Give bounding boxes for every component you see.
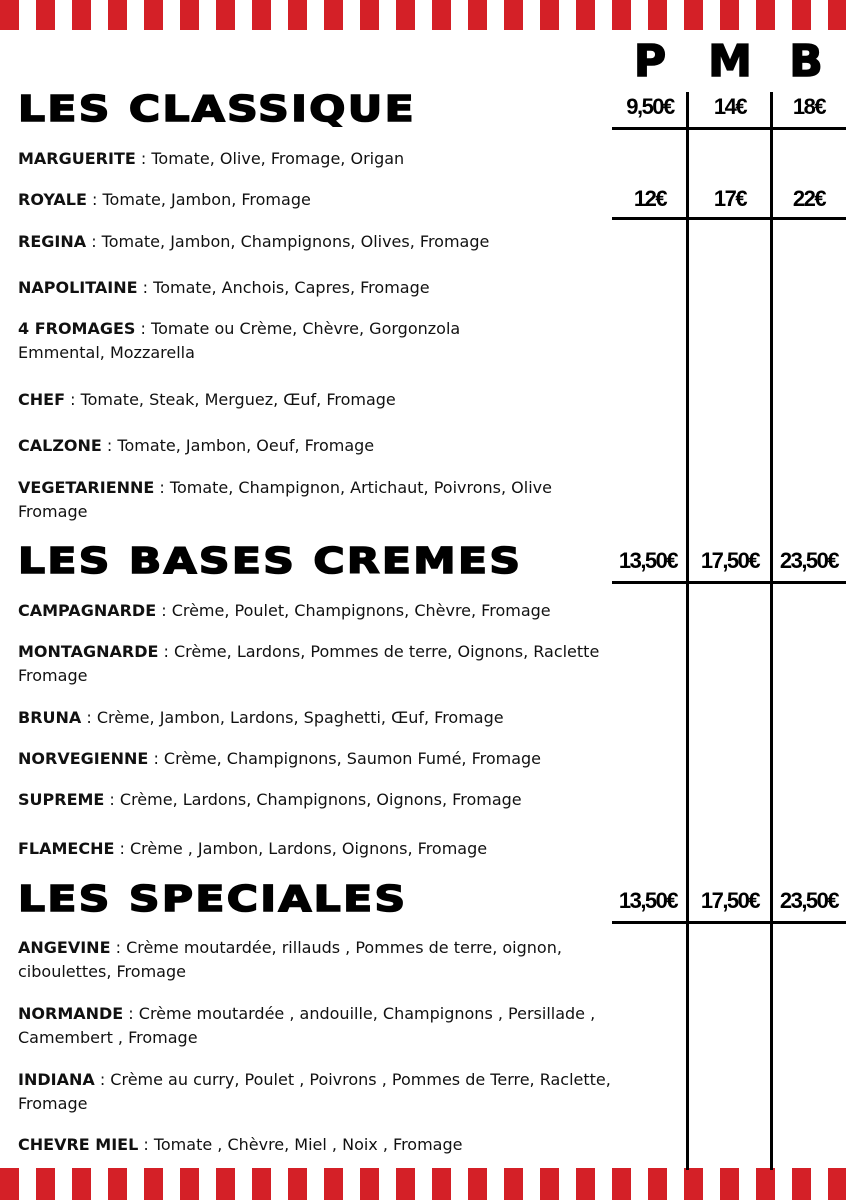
price-speciales-p: 13,50€	[618, 888, 678, 913]
menu-item	[18, 388, 618, 412]
menu-item	[18, 640, 618, 688]
item-name: NORMANDE	[18, 1004, 124, 1023]
item-name: 4 FROMAGES	[18, 319, 136, 338]
item-name: ROYALE	[18, 190, 87, 209]
menu-item	[18, 188, 618, 212]
item-name: CHEVRE MIEL	[18, 1135, 139, 1154]
item-description: : Tomate, Champignon, Artichaut, Poivrons, Olive Fromage	[18, 478, 552, 521]
section-title-speciales: LES SPECIALES	[18, 879, 408, 920]
menu-item	[18, 788, 618, 812]
item-name: REGINA	[18, 232, 87, 251]
menu-item	[18, 837, 618, 861]
item-description: : Tomate, Jambon, Champignons, Olives, Fromage	[86, 232, 490, 251]
item-description: : Tomate , Chèvre, Miel , Noix , Fromage	[138, 1135, 463, 1154]
item-name: NORVEGIENNE	[18, 749, 149, 768]
price-classique-p: 9,50€	[626, 94, 674, 119]
item-description: : Crème, Lardons, Champignons, Oignons, Fromage	[104, 790, 522, 809]
section-title-classique: LES CLASSIQUE	[18, 89, 416, 130]
menu-item	[18, 747, 618, 771]
size-header-m: M	[708, 36, 752, 87]
menu-item	[18, 706, 618, 730]
item-description: : Crème, Poulet, Champignons, Chèvre, Fromage	[156, 601, 551, 620]
price-classique-m: 14€	[713, 94, 747, 119]
column-divider-2	[770, 92, 773, 1170]
item-description: : Crème moutardée , andouille, Champignons , Persillade , Camembert , Fromage	[18, 1004, 596, 1047]
item-description: : Crème , Jambon, Lardons, Oignons, Fromage	[114, 839, 488, 858]
menu-item	[18, 1068, 618, 1116]
price-underline	[612, 217, 846, 220]
price-cremes-m: 17,50€	[700, 548, 760, 573]
item-name: INDIANA	[18, 1070, 95, 1089]
item-description: : Tomate, Steak, Merguez, Œuf, Fromage	[65, 390, 396, 409]
item-name: MONTAGNARDE	[18, 642, 159, 661]
price-cremes-b: 23,50€	[779, 548, 839, 573]
item-description: : Tomate, Anchois, Capres, Fromage	[137, 278, 430, 297]
item-name: CALZONE	[18, 436, 102, 455]
size-header-b: B	[789, 36, 823, 87]
price-underline	[612, 127, 846, 130]
item-name: BRUNA	[18, 708, 82, 727]
price-royale-b: 22€	[792, 186, 826, 211]
item-name: CHEF	[18, 390, 65, 409]
bottom-stripe-border	[0, 1168, 846, 1200]
size-header-p: P	[633, 36, 667, 87]
menu-item	[18, 599, 618, 623]
item-name: ANGEVINE	[18, 938, 111, 957]
item-description: : Crème, Lardons, Pommes de terre, Oignons, Raclette Fromage	[18, 642, 600, 685]
price-royale-m: 17€	[713, 186, 747, 211]
item-description: : Crème moutardée, rillauds , Pommes de terre, oignon, ciboulettes, Fromage	[18, 938, 562, 981]
price-royale-p: 12€	[633, 186, 667, 211]
item-name: FLAMECHE	[18, 839, 115, 858]
top-stripe-border	[0, 0, 846, 30]
price-underline	[612, 921, 846, 924]
menu-item	[18, 434, 618, 458]
item-description: : Crème, Jambon, Lardons, Spaghetti, Œuf, Fromage	[81, 708, 504, 727]
section-title-bases-cremes: LES BASES CREMES	[18, 541, 523, 582]
item-name: VEGETARIENNE	[18, 478, 155, 497]
price-speciales-m: 17,50€	[700, 888, 760, 913]
item-description: : Tomate ou Crème, Chèvre, Gorgonzola Emmental, Mozzarella	[18, 319, 461, 362]
item-name: MARGUERITE	[18, 149, 136, 168]
menu-item	[18, 147, 618, 171]
item-name: CAMPAGNARDE	[18, 601, 157, 620]
menu-item	[18, 1002, 618, 1050]
item-description: : Crème, Champignons, Saumon Fumé, Fromage	[148, 749, 542, 768]
menu-item	[18, 936, 598, 984]
column-divider-1	[686, 92, 689, 1170]
item-description: : Tomate, Olive, Fromage, Origan	[135, 149, 405, 168]
price-underline	[612, 581, 846, 584]
menu-item	[18, 476, 578, 524]
menu-item	[18, 230, 618, 254]
menu-item	[18, 276, 618, 300]
item-description: : Tomate, Jambon, Oeuf, Fromage	[101, 436, 375, 455]
price-speciales-b: 23,50€	[779, 888, 839, 913]
price-classique-b: 18€	[792, 94, 826, 119]
price-cremes-p: 13,50€	[618, 548, 678, 573]
menu-item	[18, 1133, 618, 1157]
item-description: : Tomate, Jambon, Fromage	[86, 190, 311, 209]
item-name: NAPOLITAINE	[18, 278, 138, 297]
menu-item	[18, 317, 488, 365]
item-name: SUPREME	[18, 790, 105, 809]
item-description: : Crème au curry, Poulet , Poivrons , Pommes de Terre, Raclette, Fromage	[18, 1070, 611, 1113]
